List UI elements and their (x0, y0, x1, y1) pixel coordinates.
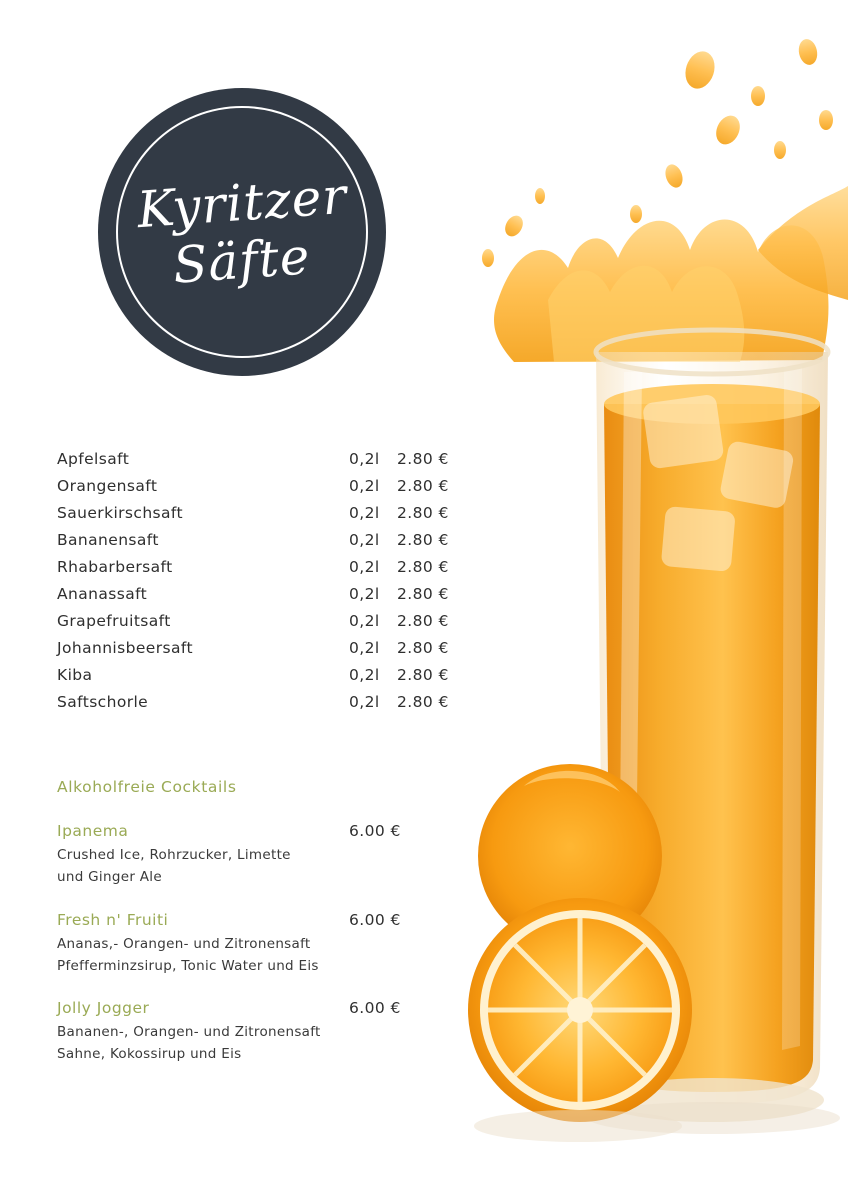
juice-price: 2.80 € (397, 477, 449, 495)
juice-size: 0,2l (349, 504, 380, 522)
juice-price: 2.80 € (397, 585, 449, 603)
cocktail-description-line: Sahne, Kokossirup und Eis (57, 1046, 242, 1063)
juice-price: 2.80 € (397, 558, 449, 576)
juice-row (57, 504, 477, 531)
juice-name: Orangensaft (57, 477, 158, 495)
juice-price: 2.80 € (397, 693, 449, 711)
juice-size: 0,2l (349, 612, 380, 630)
cocktail-header (57, 999, 477, 1017)
juice-row (57, 693, 477, 720)
juice-name: Kiba (57, 666, 93, 684)
logo-text (98, 88, 386, 376)
juice-price: 2.80 € (397, 612, 449, 630)
juice-row (57, 666, 477, 693)
logo-line-1: Kyritzer (135, 166, 349, 240)
cocktail-item (57, 911, 477, 978)
juice-row (57, 531, 477, 558)
juice-price: 2.80 € (397, 639, 449, 657)
juice-row (57, 450, 477, 477)
juice-price: 2.80 € (397, 666, 449, 684)
juice-row (57, 585, 477, 612)
juice-row (57, 612, 477, 639)
juice-size: 0,2l (349, 531, 380, 549)
cocktail-name: Fresh n' Fruiti (57, 910, 169, 929)
cocktails-section (57, 778, 477, 1088)
juice-name: Apfelsaft (57, 450, 130, 468)
juice-row (57, 477, 477, 504)
cocktails-section-title: Alkoholfreie Cocktails (57, 778, 237, 796)
juice-size: 0,2l (349, 558, 380, 576)
cocktail-description-line: Pfefferminzsirup, Tonic Water und Eis (57, 957, 319, 974)
juice-name: Johannisbeersaft (57, 639, 193, 657)
juice-size: 0,2l (349, 639, 380, 657)
juice-row (57, 558, 477, 585)
juice-name: Bananensaft (57, 531, 159, 549)
cocktail-description-line: Bananen-, Orangen- und Zitronensaft (57, 1024, 321, 1041)
cocktail-name: Ipanema (57, 822, 129, 840)
juice-name: Sauerkirschsaft (57, 504, 183, 522)
juice-name: Ananassaft (57, 585, 148, 603)
cocktail-description-line: Crushed Ice, Rohrzucker, Limette (57, 847, 291, 863)
cocktail-price: 6.00 € (349, 999, 401, 1018)
juice-name: Saftschorle (57, 693, 149, 711)
cocktail-item (57, 822, 477, 889)
cocktail-item (57, 999, 477, 1066)
juice-name: Rhabarbersaft (57, 558, 173, 576)
cocktail-header (57, 911, 477, 929)
cocktail-description (57, 934, 387, 978)
juice-size: 0,2l (349, 666, 380, 684)
juice-price: 2.80 € (397, 504, 449, 522)
juice-row (57, 639, 477, 666)
juice-size: 0,2l (349, 585, 380, 603)
cocktail-price: 6.00 € (349, 910, 401, 929)
juice-name: Grapefruitsaft (57, 612, 171, 630)
cocktail-header (57, 822, 477, 840)
juice-price-list (57, 450, 477, 720)
juice-price: 2.80 € (397, 450, 449, 468)
juice-photo (428, 0, 848, 1200)
cocktail-description (57, 845, 387, 889)
juice-size: 0,2l (349, 450, 380, 468)
cocktail-description (57, 1022, 387, 1066)
juice-size: 0,2l (349, 477, 380, 495)
cocktail-description-line: und Ginger Ale (57, 868, 162, 885)
brand-logo (98, 88, 386, 376)
juice-size: 0,2l (349, 693, 380, 711)
juice-price: 2.80 € (397, 531, 449, 549)
cocktail-name: Jolly Jogger (57, 999, 150, 1018)
logo-line-2: Säfte (171, 227, 313, 295)
cocktail-price: 6.00 € (349, 822, 401, 840)
cocktail-description-line: Ananas,- Orangen- und Zitronensaft (57, 935, 311, 952)
